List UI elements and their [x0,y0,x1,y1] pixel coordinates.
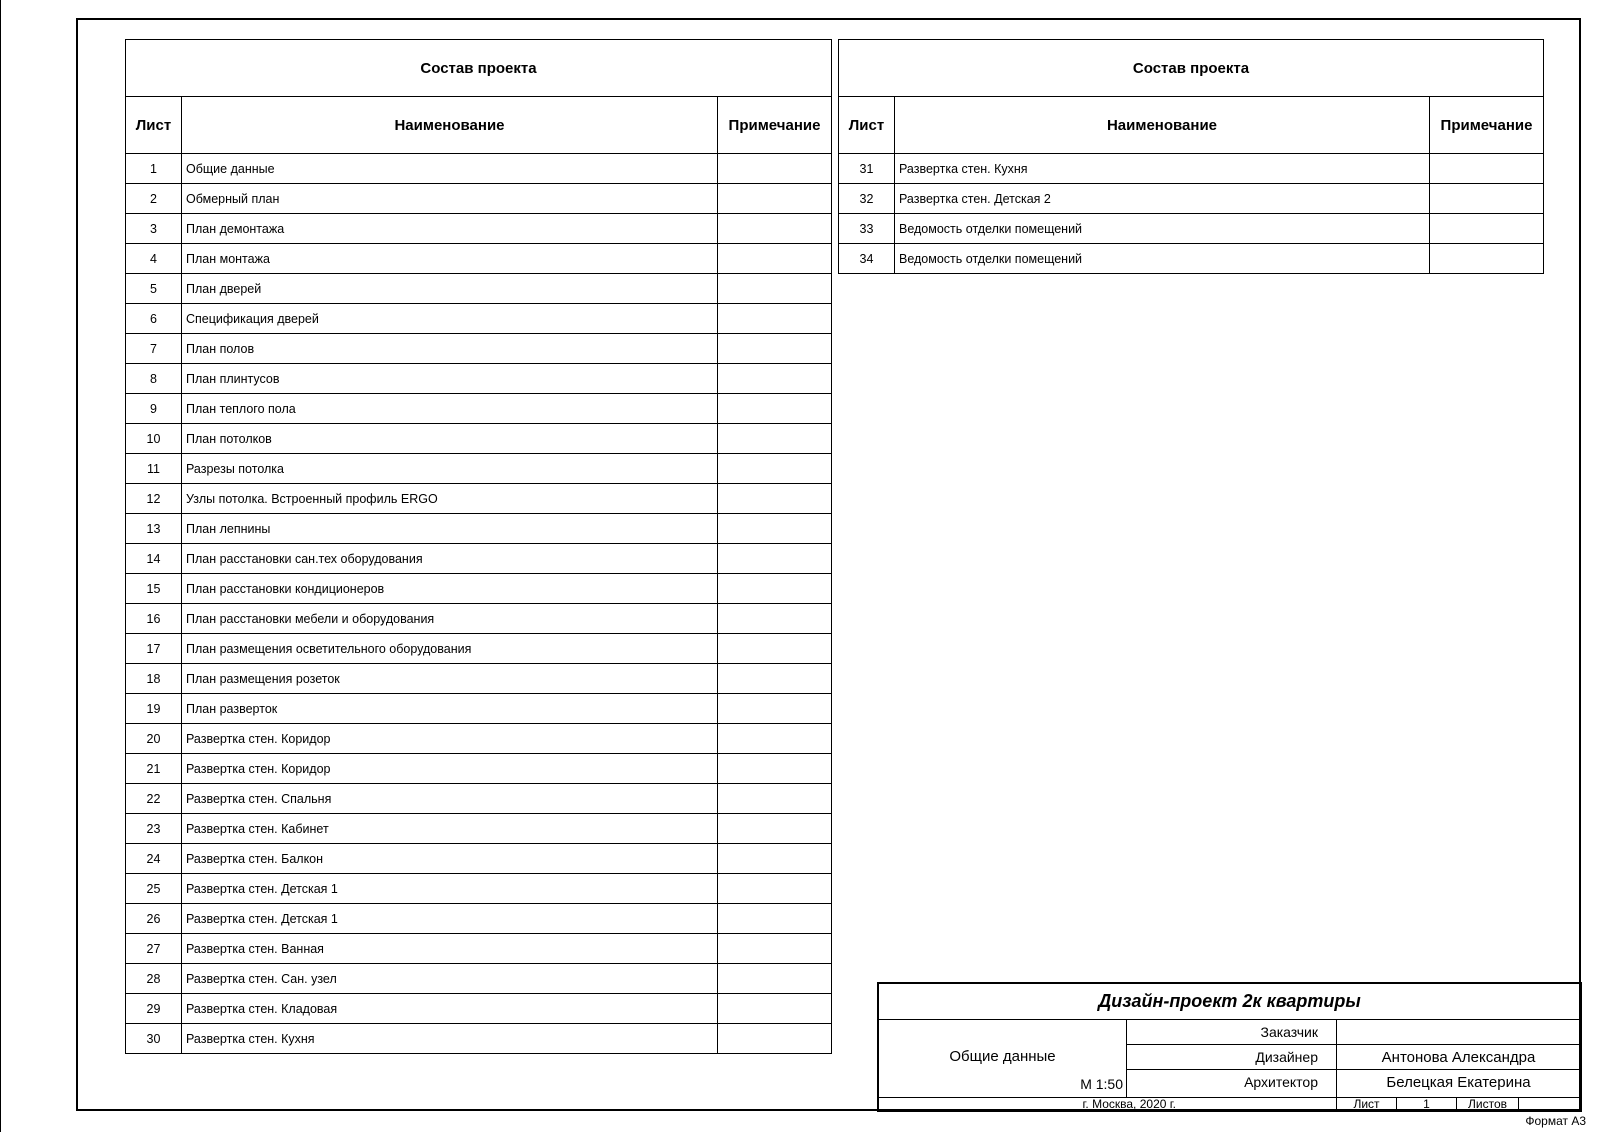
table-row [126,334,832,364]
column-header-name: Наименование [182,97,718,154]
sheet-name-cell: Развертка стен. Коридор [182,754,718,784]
table-row [126,934,832,964]
sheet-number-cell: 25 [126,874,182,904]
sheet-name-cell: План расстановки сан.тех оборудования [182,544,718,574]
sheet-name-cell: План потолков [182,424,718,454]
sheet-name-cell: План демонтажа [182,214,718,244]
table-row [126,274,832,304]
sheet-name-cell: Узлы потолка. Встроенный профиль ERGO [182,484,718,514]
note-cell [718,244,832,274]
table-row [126,634,832,664]
note-cell [718,154,832,184]
sheet-name-cell: План плинтусов [182,364,718,394]
sheet-name-cell: План полов [182,334,718,364]
note-cell [1430,244,1544,274]
sheet-number-cell: 27 [126,934,182,964]
role-customer-value [1337,1020,1580,1045]
table-row [126,304,832,334]
sheet-name-cell: Развертка стен. Кухня [182,1024,718,1054]
table-row [126,844,832,874]
sheet-number-cell: 11 [126,454,182,484]
column-header-sheet: Лист [839,97,895,154]
role-customer-label: Заказчик [1127,1020,1337,1045]
column-header-name: Наименование [895,97,1430,154]
table-row [126,1024,832,1054]
note-cell [718,394,832,424]
sheet-number-cell: 2 [126,184,182,214]
table-row [126,754,832,784]
sheet-number-cell: 26 [126,904,182,934]
sheet-name-cell: Развертка стен. Коридор [182,724,718,754]
sheet-number-cell: 24 [126,844,182,874]
sheet-number-cell: 17 [126,634,182,664]
sheet-number-cell: 18 [126,664,182,694]
table-row [126,394,832,424]
note-cell [718,634,832,664]
note-cell [718,964,832,994]
contents-title: Состав проекта [839,40,1544,97]
sheets-total [1519,1097,1580,1112]
note-cell [718,1024,832,1054]
sheet-name-cell: Развертка стен. Ванная [182,934,718,964]
table-row [839,214,1544,244]
sheet-name-cell: План лепнины [182,514,718,544]
note-cell [718,814,832,844]
sheet-name-cell: План разверток [182,694,718,724]
note-cell [1430,184,1544,214]
sheet-number-cell: 21 [126,754,182,784]
table-row [126,964,832,994]
sheet-name-cell: Ведомость отделки помещений [895,214,1430,244]
table-row [126,214,832,244]
note-cell [718,934,832,964]
note-cell [718,184,832,214]
sheet-number-cell: 31 [839,154,895,184]
sheet-number-cell: 4 [126,244,182,274]
table-row [126,154,832,184]
column-header-note: Примечание [718,97,832,154]
table-row [126,724,832,754]
sheet-name-cell: Обмерный план [182,184,718,214]
sheet-number-cell: 29 [126,994,182,1024]
note-cell [718,904,832,934]
project-title: Дизайн-проект 2к квартиры [879,984,1580,1020]
table-row [126,784,832,814]
sheet-label: Лист [1337,1097,1397,1112]
table-row [126,994,832,1024]
note-cell [718,874,832,904]
title-block [877,982,1582,1112]
note-cell [718,784,832,814]
sheet-name-cell: План размещения осветительного оборудования [182,634,718,664]
note-cell [718,454,832,484]
sheet-number-cell: 1 [126,154,182,184]
sheet-number-cell: 22 [126,784,182,814]
note-cell [718,304,832,334]
sheet-name-cell: Развертка стен. Кабинет [182,814,718,844]
sheet-name-cell: Общие данные [182,154,718,184]
sheet-name-cell: План монтажа [182,244,718,274]
table-row [839,244,1544,274]
sheet-number-cell: 15 [126,574,182,604]
sheet-name-cell: План дверей [182,274,718,304]
contents-rows-right [839,154,1544,274]
sheet-number-cell: 9 [126,394,182,424]
sheets-label: Листов [1457,1097,1519,1112]
note-cell [718,544,832,574]
sheet-number-cell: 12 [126,484,182,514]
sheet-name-cell: Развертка стен. Детская 2 [895,184,1430,214]
sheet-number-cell: 8 [126,364,182,394]
sheet-name-cell: Развертка стен. Балкон [182,844,718,874]
note-cell [718,424,832,454]
sheet-name-cell: Развертка стен. Детская 1 [182,874,718,904]
column-header-note: Примечание [1430,97,1544,154]
page-edge-line [0,0,1,1132]
table-row [126,364,832,394]
table-row [126,544,832,574]
table-row [126,874,832,904]
sheet-number-cell: 30 [126,1024,182,1054]
sheet-name-cell: План расстановки мебели и оборудования [182,604,718,634]
sheet-number-cell: 32 [839,184,895,214]
note-cell [718,664,832,694]
role-architect-label: Архитектор [1127,1070,1337,1097]
sheet-number-cell: 14 [126,544,182,574]
note-cell [718,364,832,394]
note-cell [718,484,832,514]
table-row [839,154,1544,184]
table-row [126,904,832,934]
sheet-name-cell: Развертка стен. Кладовая [182,994,718,1024]
sheet-number-cell: 23 [126,814,182,844]
sheet-name-cell: Ведомость отделки помещений [895,244,1430,274]
note-cell [718,844,832,874]
table-row [126,484,832,514]
sheet-number-cell: 16 [126,604,182,634]
sheet-number-cell: 28 [126,964,182,994]
sheet-number-cell: 10 [126,424,182,454]
sheet-number-cell: 7 [126,334,182,364]
sheet-name-cell: План теплого пола [182,394,718,424]
note-cell [718,754,832,784]
contents-table-right [838,39,1544,274]
scale-label: М 1:50 [1080,1076,1123,1092]
note-cell [718,574,832,604]
contents-rows-left [126,154,832,1054]
note-cell [718,514,832,544]
table-row [126,694,832,724]
note-cell [718,724,832,754]
sheet-number-cell: 19 [126,694,182,724]
sheet-number-cell: 6 [126,304,182,334]
table-row [126,574,832,604]
table-row [126,604,832,634]
role-architect-value: Белецкая Екатерина [1386,1074,1531,1091]
sheet-name-cell: Развертка стен. Спальня [182,784,718,814]
sheet-name-cell: Спецификация дверей [182,304,718,334]
table-row [126,664,832,694]
note-cell [718,694,832,724]
sheet-name-cell: Разрезы потолка [182,454,718,484]
note-cell [718,334,832,364]
sheet-number-cell: 13 [126,514,182,544]
sheet-name: Общие данные [879,1020,1127,1097]
city-year: г. Москва, 2020 г. [879,1097,1337,1112]
format-label: Формат А3 [1525,1114,1586,1128]
role-designer-label: Дизайнер [1127,1045,1337,1070]
sheet-number-cell: 20 [126,724,182,754]
sheet-name-cell: План расстановки кондиционеров [182,574,718,604]
note-cell [718,604,832,634]
note-cell [1430,214,1544,244]
sheet-number-cell: 33 [839,214,895,244]
table-row [126,514,832,544]
sheet-number: 1 [1397,1097,1457,1112]
note-cell [718,994,832,1024]
table-row [126,244,832,274]
sheet-name-cell: Развертка стен. Кухня [895,154,1430,184]
sheet-number-cell: 5 [126,274,182,304]
table-row [839,184,1544,214]
note-cell [718,214,832,244]
table-row [126,424,832,454]
sheet-number-cell: 3 [126,214,182,244]
column-header-sheet: Лист [126,97,182,154]
table-row [126,814,832,844]
role-designer-value: Антонова Александра [1337,1045,1580,1070]
sheet-name-cell: План размещения розеток [182,664,718,694]
contents-table-left [125,39,832,1054]
sheet-number-cell: 34 [839,244,895,274]
sheet-name-cell: Развертка стен. Детская 1 [182,904,718,934]
table-row [126,454,832,484]
table-row [126,184,832,214]
contents-title: Состав проекта [126,40,832,97]
sheet-name-cell: Развертка стен. Сан. узел [182,964,718,994]
note-cell [1430,154,1544,184]
note-cell [718,274,832,304]
